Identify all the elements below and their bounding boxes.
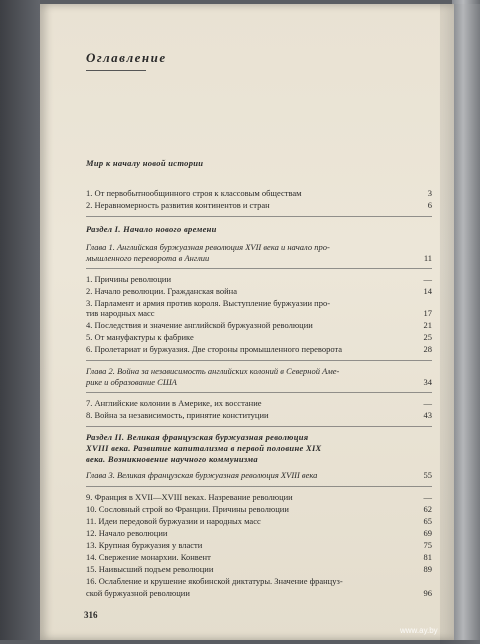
divider	[86, 486, 432, 487]
divider	[86, 360, 432, 361]
title-underline	[86, 70, 146, 71]
toc-row	[86, 200, 432, 211]
divider	[86, 216, 432, 217]
chapter-page: 34	[423, 377, 432, 387]
next-page-edge	[440, 4, 480, 644]
chapter-page: 55	[423, 470, 432, 480]
section-heading-line: века. Возникновение научного коммунизма	[86, 454, 258, 464]
chapter-title-line	[86, 470, 434, 481]
toc-row	[86, 398, 432, 409]
toc-item-text: 15. Наивысший подъем революции	[86, 564, 214, 574]
toc-item-text: 9. Франция в XVII—XVIII веках. Назревание революции	[86, 492, 293, 502]
section-heading: Раздел I. Начало нового времени	[86, 224, 217, 234]
toc-row	[86, 540, 432, 551]
chapter-title-line	[86, 377, 434, 388]
toc-row	[86, 188, 432, 199]
toc-item-text: 13. Крупная буржуазия у власти	[86, 540, 203, 550]
toc-row	[86, 516, 432, 527]
chapter-title-line: Глава 1. Английская буржуазная революция XVII века и начало про-	[86, 242, 330, 252]
toc-item-page: 25	[423, 332, 432, 342]
toc-item-page: 89	[423, 564, 432, 574]
toc-row	[86, 552, 432, 563]
page-number: 316	[84, 610, 98, 620]
toc-item-text: 3. Парламент и армия против короля. Выступление буржуазии про-	[86, 298, 331, 308]
toc-item-text: 7. Английские колонии в Америке, их восстание	[86, 398, 262, 408]
toc-item-page: 3	[427, 188, 432, 198]
toc-item-page: 17	[423, 308, 432, 318]
toc-row	[86, 332, 432, 343]
toc-row	[86, 528, 432, 539]
toc-item-text: тив народных масс	[86, 308, 155, 318]
toc-item-text: 10. Сословный строй во Франции. Причины революции	[86, 504, 289, 514]
background-left	[0, 0, 40, 640]
toc-item-text: 5. От мануфактуры к фабрике	[86, 332, 194, 342]
toc-item-text: 6. Пролетариат и буржуазия. Две стороны промышленного переворота	[86, 344, 343, 354]
toc-row	[86, 274, 432, 285]
toc-item-text: 14. Свержение монархии. Конвент	[86, 552, 211, 562]
chapter-title-text: мышленного переворота в Англии	[86, 253, 210, 263]
toc-row	[86, 320, 432, 331]
divider	[86, 392, 432, 393]
toc-row	[86, 588, 432, 599]
toc-row	[86, 308, 432, 319]
toc-item-page: 6	[427, 200, 432, 210]
toc-item-page: 62	[423, 504, 432, 514]
section-heading: Мир к началу новой истории	[86, 158, 204, 168]
toc-item-page: 21	[423, 320, 432, 330]
toc-item-text: 12. Начало революции	[86, 528, 168, 538]
toc-item-text: 1. Причины революции	[86, 274, 171, 284]
toc-row	[86, 504, 432, 515]
chapter-page: 11	[423, 253, 432, 263]
section-heading	[86, 432, 322, 465]
book-page	[40, 4, 454, 640]
toc-item-page: 65	[423, 516, 432, 526]
chapter-title-line	[86, 253, 434, 264]
chapter-title-text: Глава 3. Великая французская буржуазная революция XVIII века	[86, 470, 318, 480]
toc-item-text: 2. Неравномерность развития континентов и стран	[86, 200, 270, 210]
toc-item-text: 16. Ослабление и крушение якобинской диктатуры. Значение француз-	[86, 576, 343, 586]
toc-item-text: 1. От первобытнообщинного строя к классовым обществам	[86, 188, 302, 198]
section-heading-line: Раздел II. Великая французская буржуазная революция	[86, 432, 309, 442]
toc-item-text: 2. Начало революции. Гражданская война	[86, 286, 237, 296]
chapter-title-text: рике и образование США	[86, 377, 177, 387]
toc-item-page: —	[423, 398, 432, 408]
toc-row	[86, 286, 432, 297]
toc-row	[86, 576, 432, 587]
toc-row	[86, 344, 432, 355]
toc-row	[86, 492, 432, 503]
toc-row	[86, 564, 432, 575]
toc-item-page: 43	[423, 410, 432, 420]
divider	[86, 426, 432, 427]
toc-item-page: 75	[423, 540, 432, 550]
page-title: Оглавление	[86, 50, 167, 65]
toc-item-page: 69	[423, 528, 432, 538]
chapter-title	[86, 366, 434, 388]
toc-item-page: 96	[423, 588, 432, 598]
toc-row	[86, 410, 432, 421]
toc-item-text: 11. Идеи передовой буржуазии и народных масс	[86, 516, 261, 526]
toc-item-page: —	[423, 492, 432, 502]
toc-item-page: 28	[423, 344, 432, 354]
section-heading-line: XVIII века. Развитие капитализма в первой половине XIX	[86, 443, 322, 453]
watermark: www.ay.by	[400, 626, 438, 635]
toc-item-page: —	[423, 274, 432, 284]
toc-item-text: 4. Последствия и значение английской буржуазной революции	[86, 320, 313, 330]
toc-item-text: ской буржуазной революции	[86, 588, 190, 598]
toc-item-text: 8. Война за независимость, принятие конституции	[86, 410, 269, 420]
toc-item-page: 81	[423, 552, 432, 562]
toc-item-page: 14	[423, 286, 432, 296]
chapter-title-line: Глава 2. Война за независимость английских колоний в Северной Аме-	[86, 366, 340, 376]
chapter-title	[86, 242, 434, 264]
divider	[86, 268, 432, 269]
chapter-title	[86, 470, 434, 481]
